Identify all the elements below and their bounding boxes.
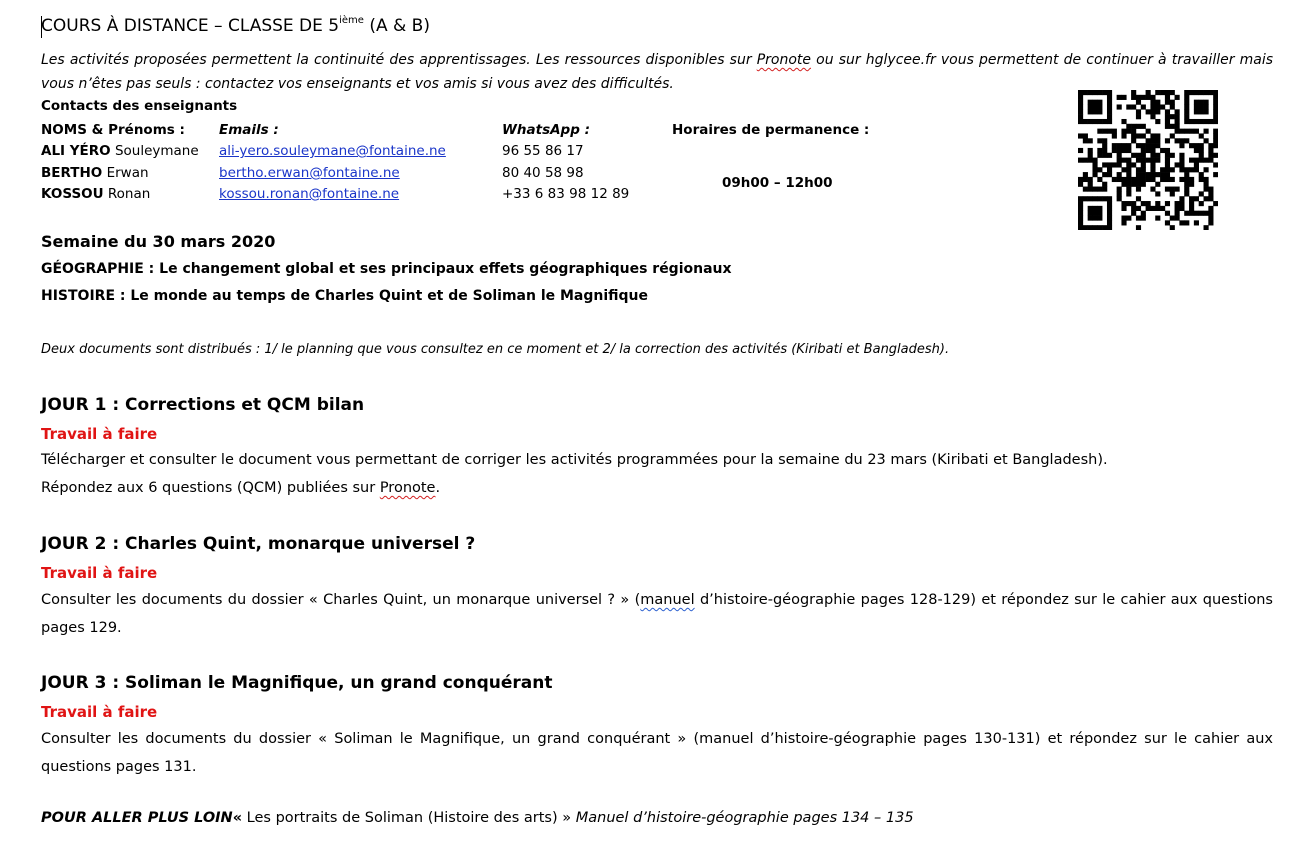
history-topic: HISTOIRE : Le monde au temps de Charles Quint et de Soliman le Magnifique bbox=[41, 288, 649, 304]
teacher-name: ALI YÉRO Souleymane bbox=[41, 143, 199, 159]
day-3-title: JOUR 3 : Soliman le Magnifique, un grand conquérant bbox=[41, 673, 553, 693]
go-further-line: POUR ALLER PLUS LOIN« Les portraits de Soliman (Histoire des arts) » Manuel d’histoire-géographie pages 134 – 135 bbox=[41, 810, 914, 826]
teacher-name: KOSSOU Ronan bbox=[41, 186, 151, 202]
page-title: COURS À DISTANCE – CLASSE DE 5ième (A & B) bbox=[41, 15, 430, 36]
day-1-line-1: Télécharger et consulter le document vous permettant de corriger les activités programmées pour la semaine du 23 mars (Kiribati et Bangladesh). bbox=[41, 452, 1108, 468]
day-2-title: JOUR 2 : Charles Quint, monarque universel ? bbox=[41, 534, 476, 554]
col-header-hours: Horaires de permanence : bbox=[672, 122, 870, 138]
col-header-emails: Emails : bbox=[219, 122, 279, 138]
day-1-title: JOUR 1 : Corrections et QCM bilan bbox=[41, 395, 365, 415]
day-1-line-2: Répondez aux 6 questions (QCM) publiées sur Pronote. bbox=[41, 480, 441, 496]
teacher-email-link[interactable]: ali-yero.souleymane@fontaine.ne bbox=[219, 143, 446, 159]
intro-pronote-word: Pronote bbox=[756, 52, 812, 68]
qr-code-icon bbox=[1078, 90, 1218, 230]
teacher-email-link[interactable]: bertho.erwan@fontaine.ne bbox=[219, 165, 400, 181]
col-header-names: NOMS & Prénoms : bbox=[41, 122, 185, 138]
day-3-text: Consulter les documents du dossier « Soliman le Magnifique, un grand conquérant » (manuel d’histoire-géographie pages 130-131) et répondez sur le cahier aux questions pages 131. bbox=[41, 731, 1273, 775]
week-title: Semaine du 30 mars 2020 bbox=[41, 232, 276, 251]
teacher-phone: +33 6 83 98 12 89 bbox=[502, 186, 630, 202]
day-3-work-label: Travail à faire bbox=[41, 703, 158, 721]
documents-note: Deux documents sont distribués : 1/ le planning que vous consultez en ce moment et 2/ la correction des activités (Kiribati et Bangladesh). bbox=[41, 342, 950, 357]
teacher-name: BERTHO Erwan bbox=[41, 165, 149, 181]
intro-paragraph: Les activités proposées permettent la continuité des apprentissages. Les ressources disponibles sur Pronote ou sur hglycee.fr vous permettent de continuer à travailler mais vous n’êtes pas seuls : contactez vos enseignants et vos amis si vous avez des difficultés. bbox=[41, 52, 1273, 92]
permanence-hours: 09h00 – 12h00 bbox=[722, 175, 833, 191]
day-2-work-label: Travail à faire bbox=[41, 564, 158, 582]
geography-topic: GÉOGRAPHIE : Le changement global et ses principaux effets géographiques régionaux bbox=[41, 261, 732, 277]
teacher-phone: 80 40 58 98 bbox=[502, 165, 584, 181]
col-header-whatsapp: WhatsApp : bbox=[502, 122, 590, 138]
day-2-text: Consulter les documents du dossier « Charles Quint, un monarque universel ? » (manuel d’histoire-géographie pages 128-129) et répondez sur le cahier aux questions pages 129. bbox=[41, 592, 1273, 636]
teacher-email-link[interactable]: kossou.ronan@fontaine.ne bbox=[219, 186, 400, 202]
contacts-heading: Contacts des enseignants bbox=[41, 98, 238, 114]
teacher-phone: 96 55 86 17 bbox=[502, 143, 584, 159]
day-1-work-label: Travail à faire bbox=[41, 425, 158, 443]
